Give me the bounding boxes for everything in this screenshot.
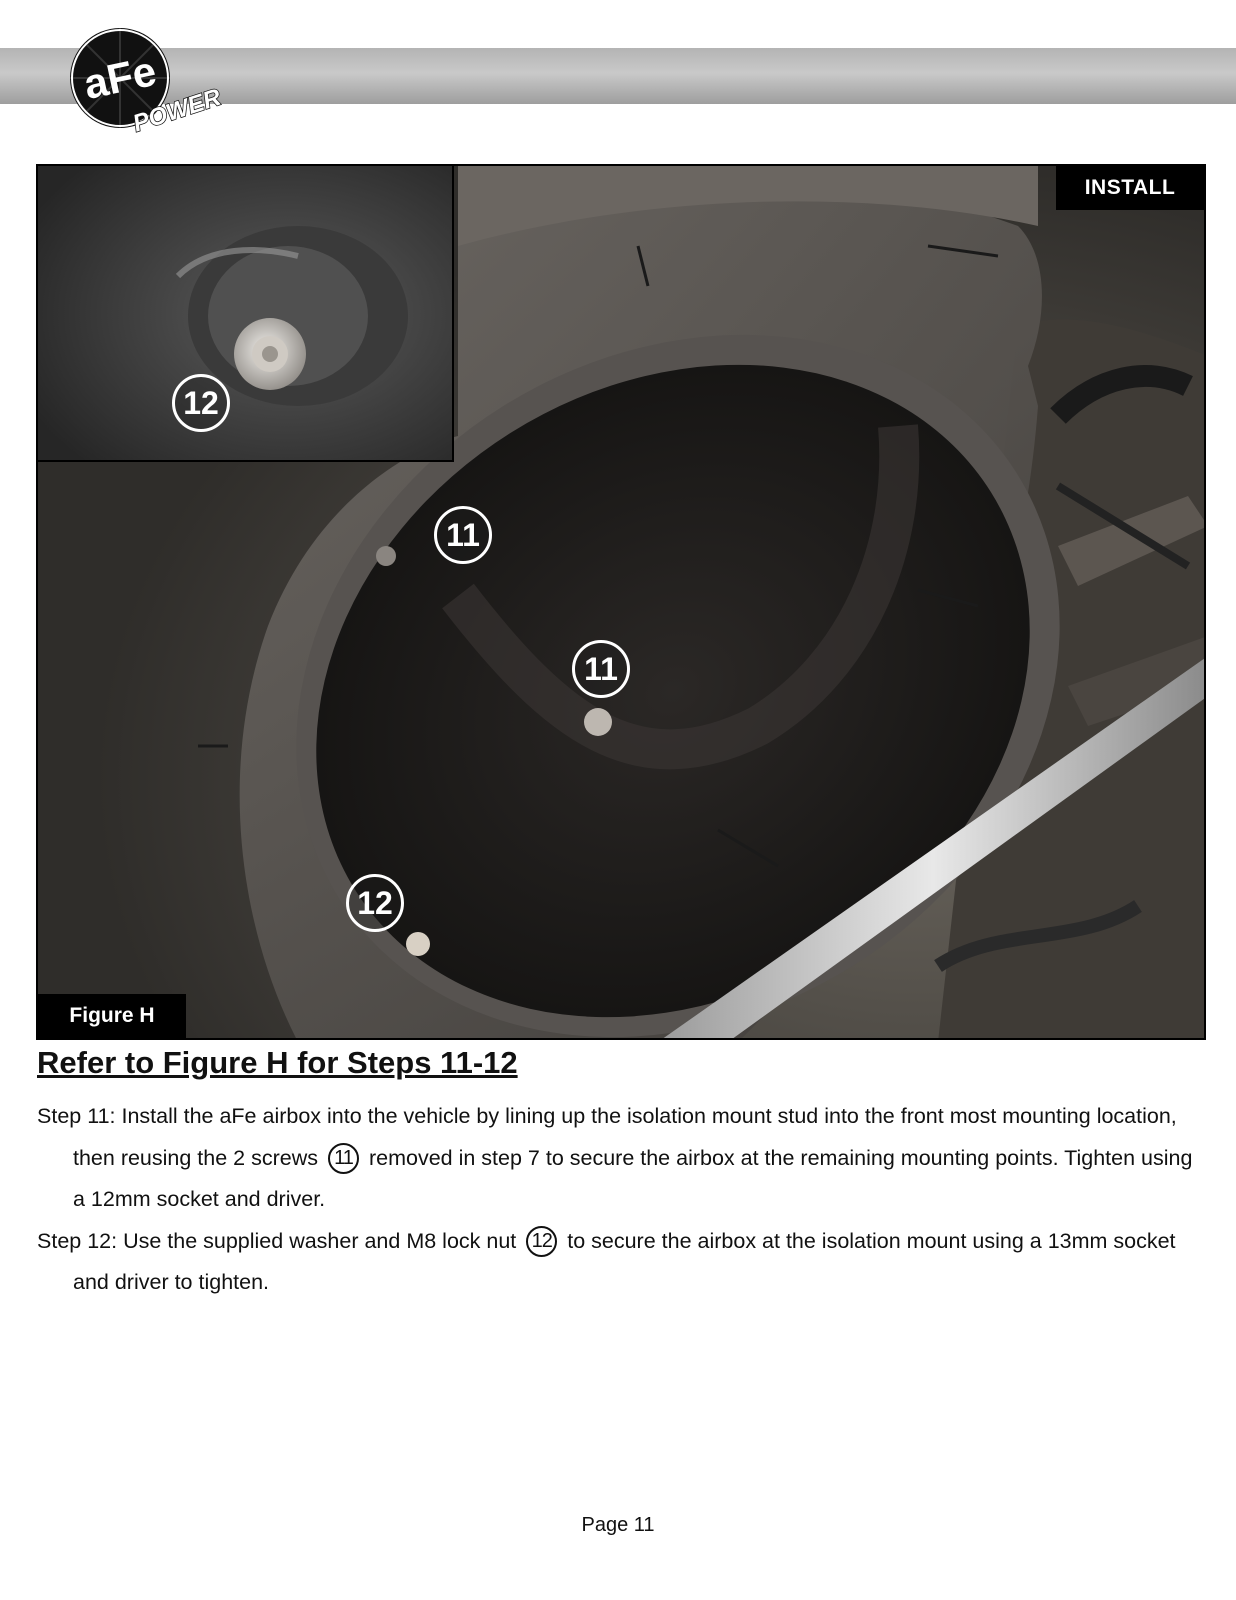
step-12-text-part1: Step 12: Use the supplied washer and M8 lock nut	[37, 1228, 517, 1253]
step-12-ref-callout: 12	[526, 1226, 557, 1257]
step-11-ref-callout: 11	[328, 1143, 359, 1174]
page-number: Page 11	[581, 1514, 655, 1536]
step-12	[37, 1221, 1207, 1304]
callout-12-inset: 12	[172, 374, 230, 432]
afe-power-logo	[70, 26, 240, 136]
figure-label: Figure H	[38, 994, 186, 1038]
install-tag: INSTALL	[1056, 166, 1204, 210]
section-heading: Refer to Figure H for Steps 11-12	[37, 1045, 518, 1080]
callout-11-top: 11	[434, 506, 492, 564]
figure-h-photo	[36, 164, 1206, 1040]
inset-isolation-mount-illustration	[38, 166, 454, 462]
callout-12-bottom: 12	[346, 874, 404, 932]
step-11	[37, 1096, 1207, 1221]
inset-photo	[38, 166, 454, 462]
step-12-text-part2: to secure the airbox at the isolation mount using a 13mm socket and driver to tighten.	[73, 1228, 1176, 1294]
steps-list	[37, 1096, 1207, 1304]
step-11-text-part1: Step 11: Install the aFe airbox into the vehicle by lining up the isolation mount stud into the front most mounting location, then reusing the 2 screws	[37, 1104, 1177, 1170]
logo-text: aFe	[79, 47, 161, 109]
callout-11-middle: 11	[572, 640, 630, 698]
step-11-text-part2: removed in step 7 to secure the airbox at the remaining mounting points. Tighten using a 12mm socket and driver.	[73, 1145, 1193, 1211]
logo-subtext: POWER	[129, 83, 225, 136]
